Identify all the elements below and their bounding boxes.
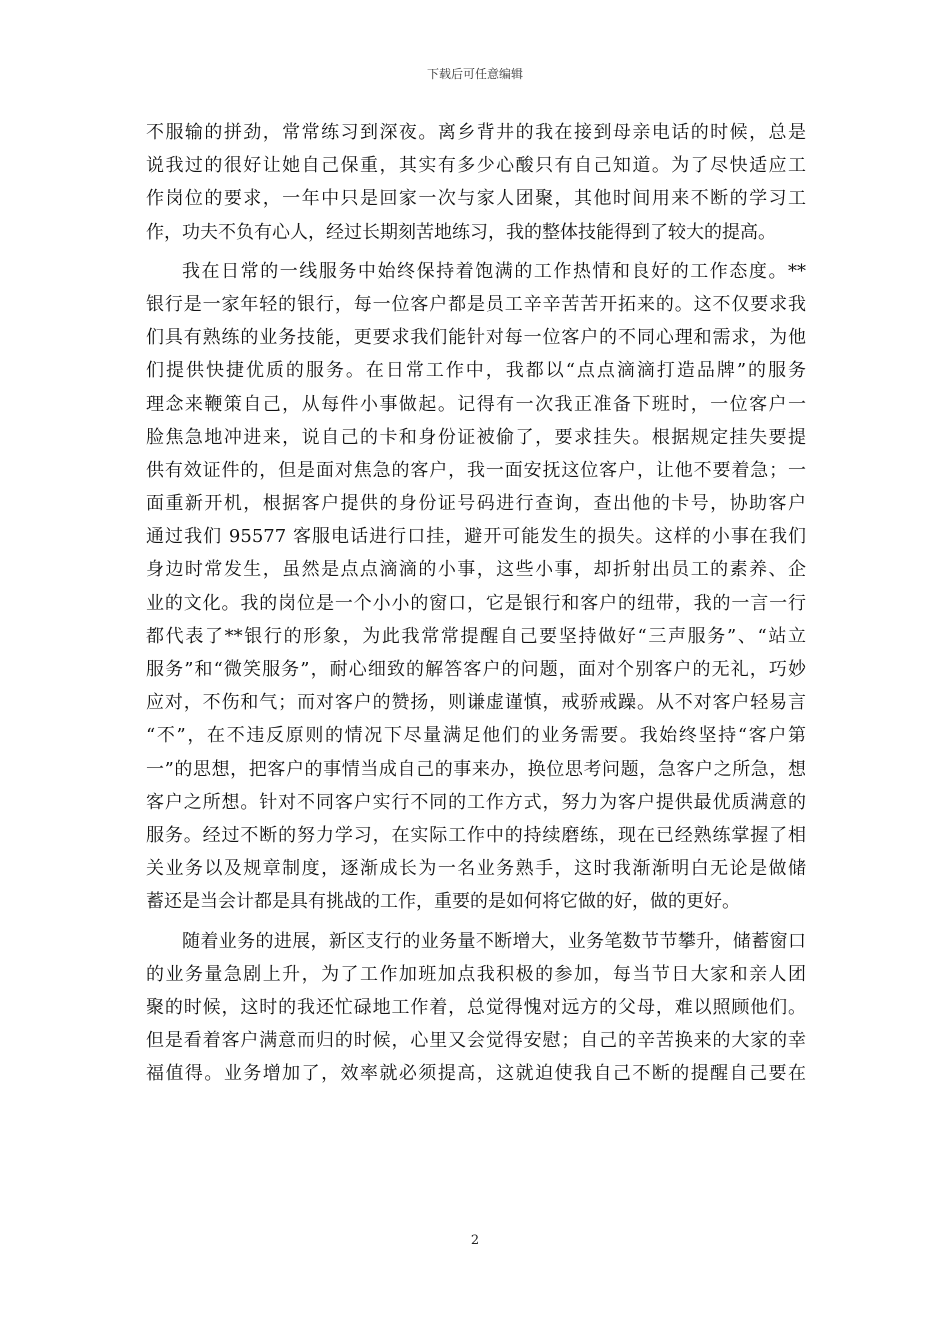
text-line: 但是看着客户满意而归的时候，心里又会觉得安慰；自己的辛苦换来的大家的幸 bbox=[146, 1030, 806, 1052]
text-line: 脸焦急地冲进来，说自己的卡和身份证被偷了，要求挂失。根据规定挂失要提 bbox=[146, 426, 806, 448]
paragraph bbox=[146, 255, 806, 919]
text-line: 银行是一家年轻的银行，每一位客户都是员工辛辛苦苦开拓来的。这不仅要求我 bbox=[146, 293, 806, 315]
text-line: 我在日常的一线服务中始终保持着饱满的工作热情和良好的工作态度。** bbox=[182, 260, 806, 282]
text-line: 作岗位的要求，一年中只是回家一次与家人团聚，其他时间用来不断的学习工 bbox=[146, 188, 806, 210]
document-body bbox=[146, 116, 806, 1090]
text-line: 通过我们 95577 客服电话进行口挂，避开可能发生的损失。这样的小事在我们 bbox=[146, 526, 806, 548]
text-line: 福值得。业务增加了，效率就必须提高，这就迫使我自己不断的提醒自己要在 bbox=[146, 1063, 806, 1085]
text-line: 们提供快捷优质的服务。在日常工作中，我都以“点点滴滴打造品牌”的服务 bbox=[146, 360, 806, 382]
text-line: 应对，不伤和气；而对客户的赞扬，则谦虚谨慎，戒骄戒躁。从不对客户轻易言 bbox=[146, 692, 806, 714]
text-line: 说我过的很好让她自己保重，其实有多少心酸只有自己知道。为了尽快适应工 bbox=[146, 155, 806, 177]
text-line: 服务。经过不断的努力学习，在实际工作中的持续磨练，现在已经熟练掌握了相 bbox=[146, 824, 806, 846]
text-line: 一”的思想，把客户的事情当成自己的事来办，换位思考问题，急客户之所急，想 bbox=[146, 758, 806, 780]
text-line: 业的文化。我的岗位是一个小小的窗口，它是银行和客户的纽带，我的一言一行 bbox=[146, 592, 806, 614]
text-line: 供有效证件的，但是面对焦急的客户，我一面安抚这位客户，让他不要着急；一 bbox=[146, 459, 806, 481]
text-line: 服务”和“微笑服务”，耐心细致的解答客户的问题，面对个别客户的无礼，巧妙 bbox=[146, 659, 806, 680]
text-line: 面重新开机，根据客户提供的身份证号码进行查询，查出他的卡号，协助客户 bbox=[146, 493, 806, 515]
text-line: 蓄还是当会计都是具有挑战的工作，重要的是如何将它做的好，做的更好。 bbox=[146, 891, 740, 913]
text-line: “不”，在不违反原则的情况下尽量满足他们的业务需要。我始终坚持“客户第 bbox=[146, 725, 806, 747]
text-line: 身边时常发生，虽然是点点滴滴的小事，这些小事，却折射出员工的素养、企 bbox=[146, 559, 806, 581]
text-line: 都代表了**银行的形象，为此我常常提醒自己要坚持做好“三声服务”、“站立 bbox=[146, 625, 806, 647]
text-line: 客户之所想。针对不同客户实行不同的工作方式，努力为客户提供最优质满意的 bbox=[146, 791, 806, 813]
paragraph bbox=[146, 116, 806, 249]
paragraph bbox=[146, 925, 806, 1091]
text-line: 随着业务的进展，新区支行的业务量不断增大，业务笔数节节攀升，储蓄窗口 bbox=[182, 930, 806, 952]
text-line: 不服输的拼劲，常常练习到深夜。离乡背井的我在接到母亲电话的时候，总是 bbox=[146, 122, 806, 143]
text-line: 理念来鞭策自己，从每件小事做起。记得有一次我正准备下班时，一位客户一 bbox=[146, 393, 806, 415]
text-line: 作，功夫不负有心人，经过长期刻苦地练习，我的整体技能得到了较大的提高。 bbox=[146, 221, 776, 243]
page-header: 下载后可任意编辑 bbox=[426, 67, 523, 81]
page-number: 2 bbox=[470, 1233, 480, 1248]
text-line: 们具有熟练的业务技能，更要求我们能针对每一位客户的不同心理和需求，为他 bbox=[146, 327, 806, 349]
text-line: 关业务以及规章制度，逐渐成长为一名业务熟手，这时我渐渐明白无论是做储 bbox=[146, 858, 806, 880]
text-line: 聚的时候，这时的我还忙碌地工作着，总觉得愧对远方的父母，难以照顾他们。 bbox=[146, 996, 806, 1018]
text-line: 的业务量急剧上升，为了工作加班加点我积极的参加，每当节日大家和亲人团 bbox=[146, 963, 806, 985]
